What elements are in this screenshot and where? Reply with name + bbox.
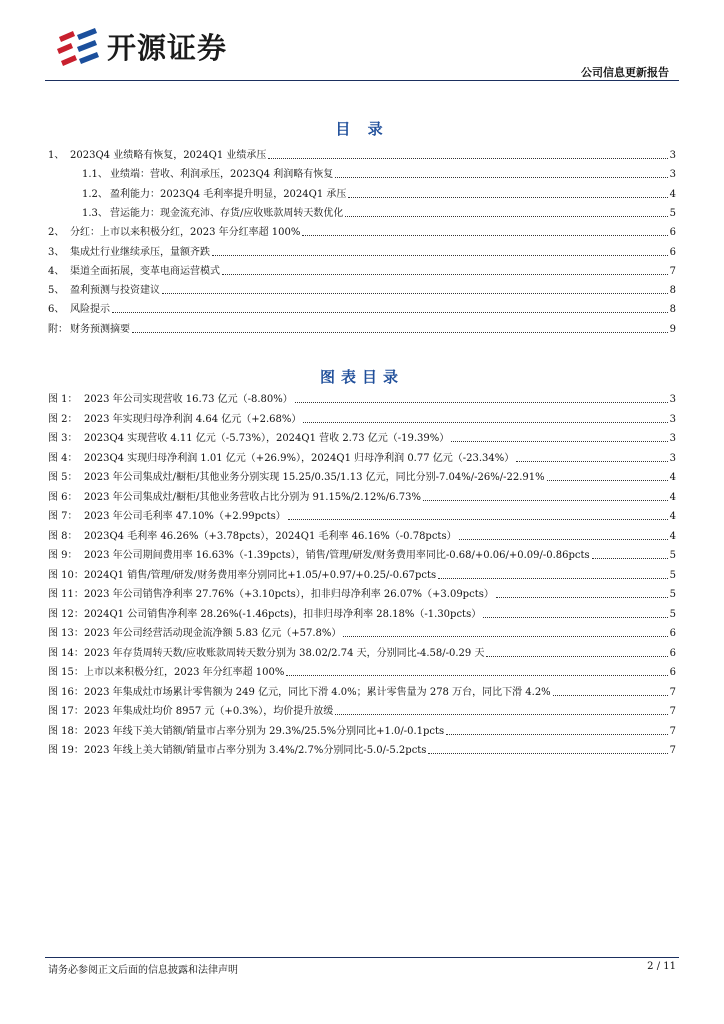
figure-item-label: 图 19： [48,745,84,756]
figure-item[interactable] [48,449,676,465]
figure-item-title: 2023 年集成灶均价 8957 元（+0.3%），均价提升放缓 [84,706,334,717]
figure-item-label: 图 9： [48,550,78,561]
figure-item[interactable] [48,702,676,718]
dot-leader [335,177,667,178]
figure-item[interactable] [48,429,676,445]
figure-item[interactable] [48,722,676,738]
figure-item-page: 5 [669,569,676,581]
figure-item-page: 3 [669,452,676,464]
brand-name: 开源证券 [107,31,228,65]
dot-leader [483,617,667,618]
figure-item[interactable] [48,390,676,406]
figure-item-title: 2023 年集成灶市场累计零售额为 249 亿元，同比下滑 4.0%；累计零售量为 278 万台，同比下滑 4.2% [84,686,551,698]
figure-item-page: 7 [669,686,676,698]
page-number: 2 / 11 [647,961,676,972]
figure-item-label: 图 17： [48,706,84,717]
toc-item-number: 5、 [48,285,65,297]
figure-item[interactable] [48,566,676,582]
dot-leader [303,422,667,423]
dot-leader [553,695,668,696]
toc-item-page: 8 [669,285,676,297]
figure-item-page: 7 [669,706,676,717]
dot-leader [302,235,667,236]
dot-leader [423,500,668,501]
figure-item-page: 5 [669,589,676,600]
toc-item-title: 渠道全面拓展，变革电商运营模式 [70,265,220,277]
dot-leader [486,656,667,657]
figure-item-label: 图 10： [48,569,84,581]
dot-leader [212,255,668,256]
toc-item-number: 1.2、 [82,188,108,200]
dot-leader [547,480,668,481]
toc-item[interactable] [48,243,676,259]
brand-logo [55,26,227,67]
figure-item[interactable] [48,488,676,504]
figure-item-page: 5 [669,608,676,620]
figure-item-label: 图 16： [48,686,84,698]
figure-item-label: 图 5： [48,472,78,483]
toc-item-number: 1.3、 [82,207,108,219]
figure-item-page: 7 [669,725,676,737]
toc-item-page: 8 [669,304,676,316]
figure-item-label: 图 7： [48,511,78,522]
toc-item-page: 3 [669,150,676,161]
figure-item-label: 图 13： [48,628,84,639]
figure-item-title: 2023Q4 实现营收 4.11 亿元（-5.73%），2024Q1 营收 2.73 亿元（-19.39%） [84,433,450,444]
figure-item-page: 6 [669,647,676,659]
figure-item-page: 5 [669,550,676,561]
figure-item-title: 2023Q4 实现归母净利润 1.01 亿元（+26.9%），2024Q1 归母净利润 0.77 亿元（-23.34%） [84,452,515,464]
header-divider [45,80,679,81]
figure-item-page: 6 [669,667,676,678]
toc-item-title: 营运能力：现金流充沛、存货/应收账款周转天数优化 [110,207,344,219]
figure-item-page: 3 [669,433,676,444]
toc-item[interactable] [82,185,676,201]
toc-item[interactable] [48,281,676,297]
figure-item-label: 图 6： [48,491,78,503]
dot-leader [343,636,667,637]
toc-item-page: 7 [669,265,676,277]
figure-item[interactable] [48,683,676,699]
figure-item-label: 图 1： [48,394,78,405]
toc-item-page: 5 [669,207,676,219]
figure-item-title: 2024Q1 公司销售净利率 28.26%(-1.46pcts)，扣非归母净利率 28.18%（-1.30pcts） [84,608,482,620]
figure-item-page: 7 [669,745,676,756]
dot-leader [112,312,668,313]
dot-leader [132,332,668,333]
toc-item-title: 财务预测摘要 [70,323,130,335]
toc-item-number: 1.1、 [82,169,108,181]
toc-item-number: 6、 [48,304,65,316]
figure-item-title: 2023 年公司销售净利率 27.76%（+3.10pcts），扣非归母净利率 26.07%（+3.09pcts） [84,589,494,600]
toc-item-page: 6 [669,227,676,239]
dot-leader [438,578,667,579]
toc-item-title: 盈利预测与投资建议 [70,285,160,297]
toc-heading: 目 录 [335,120,389,138]
figure-item[interactable] [48,663,676,679]
figure-item-page: 4 [669,530,676,542]
figure-item-page: 6 [669,628,676,639]
toc-item-title: 业绩端：营收、利润承压，2023Q4 利润略有恢复 [110,169,334,181]
figure-item[interactable] [48,410,676,426]
dot-leader [268,158,667,159]
dot-leader [496,597,668,598]
dot-leader [348,197,667,198]
figure-item-title: 2023 年公司毛利率 47.10%（+2.99pcts） [84,511,286,522]
toc-item-page: 4 [669,188,676,200]
toc-item[interactable] [82,204,676,220]
figure-item-title: 2023 年公司实现营收 16.73 亿元（-8.80%） [84,394,293,405]
toc-item-title: 风险提示 [70,304,110,316]
figure-item[interactable] [48,644,676,660]
figure-item[interactable] [48,507,676,523]
toc-item[interactable] [48,223,676,239]
report-type: 公司信息更新报告 [581,66,669,79]
figure-item-label: 图 4： [48,452,78,464]
dot-leader [592,558,668,559]
footer-divider [45,957,679,958]
figure-item-label: 图 12： [48,608,84,620]
figure-item-title: 2023 年存货周转天数/应收账款周转天数分别为 38.02/2.74 天，分别同比-4.58/-0.29 天 [84,647,485,659]
figure-item-page: 3 [669,413,676,425]
figure-item[interactable] [48,605,676,621]
toc-item-number: 附： [48,323,68,335]
figure-item-title: 2024Q1 销售/管理/研发/财务费用率分别同比+1.05/+0.97/+0.25/-0.67pcts [84,569,437,581]
dot-leader [222,274,668,275]
toc-item-page: 3 [669,169,676,181]
figure-item-title: 2023 年公司集成灶/橱柜/其他业务营收占比分别为 91.15%/2.12%/6.73% [84,491,421,503]
toc-item[interactable] [48,300,676,316]
toc-item[interactable] [48,146,676,162]
figure-item-label: 图 11： [48,589,84,600]
dot-leader [288,519,668,520]
dot-leader [286,675,667,676]
figure-item-title: 2023 年公司经营活动现金流净额 5.83 亿元（+57.8%） [84,628,342,639]
toc-item-number: 2、 [48,227,65,239]
footer-disclaimer: 请务必参阅正文后面的信息披露和法律声明 [48,965,238,976]
toc-item-number: 3、 [48,246,65,258]
dot-leader [446,734,667,735]
figure-item[interactable] [48,527,676,543]
figure-item-label: 图 3： [48,433,78,444]
toc-item-page: 6 [669,246,676,258]
dot-leader [295,402,668,403]
dot-leader [516,461,667,462]
figure-item[interactable] [48,468,676,484]
toc-item-title: 盈利能力：2023Q4 毛利率提升明显，2024Q1 承压 [110,188,347,200]
figure-item-page: 4 [669,472,676,483]
dot-leader [162,293,668,294]
toc-item-title: 2023Q4 业绩略有恢复，2024Q1 业绩承压 [70,150,267,161]
toc-item[interactable] [82,165,676,181]
figure-item-title: 2023 年线下美大销额/销量市占率分别为 29.3%/25.5%分别同比+1.0/-0.1pcts [84,725,445,737]
dot-leader [335,714,667,715]
figure-item-page: 4 [669,511,676,522]
figure-item-title: 2023 年线上美大销额/销量市占率分别为 3.4%/2.7%分别同比-5.0/-5.2pcts [84,745,427,756]
figure-item-label: 图 15： [48,667,84,678]
toc-item-number: 4、 [48,265,65,277]
figure-item-page: 4 [669,491,676,503]
toc-item[interactable] [48,320,676,336]
toc-item-title: 集成灶行业继续承压，量额齐跌 [70,246,210,258]
toc-item[interactable] [48,262,676,278]
figure-item[interactable] [48,546,676,562]
figure-item[interactable] [48,624,676,640]
figure-item-label: 图 14： [48,647,84,659]
figure-item-label: 图 18： [48,725,84,737]
toc-item-title: 分红：上市以来积极分红，2023 年分红率超 100% [70,227,301,239]
dot-leader [459,539,668,540]
figures-heading: 图表目录 [319,368,404,386]
dot-leader [345,216,667,217]
brand-mark-icon [55,27,101,67]
figure-item-title: 2023 年公司集成灶/橱柜/其他业务分别实现 15.25/0.35/1.13 亿元，同比分别-7.04%/-26%/-22.91% [84,472,545,483]
figure-item[interactable] [48,585,676,601]
figure-item-title: 2023Q4 毛利率 46.26%（+3.78pcts），2024Q1 毛利率 46.16%（-0.78pcts） [84,530,457,542]
toc-item-page: 9 [669,323,676,335]
figure-item-page: 3 [669,394,676,405]
dot-leader [451,441,667,442]
dot-leader [428,753,667,754]
figure-item-label: 图 2： [48,413,78,425]
figure-item-title: 2023 年公司期间费用率 16.63%（-1.39pcts），销售/管理/研发/财务费用率同比-0.68/+0.06/+0.09/-0.86pcts [84,550,590,561]
toc-item-number: 1、 [48,150,65,161]
figure-item[interactable] [48,741,676,757]
figure-item-title: 上市以来积极分红，2023 年分红率超 100% [84,667,285,678]
figure-item-label: 图 8： [48,530,78,542]
figure-item-title: 2023 年实现归母净利润 4.64 亿元（+2.68%） [84,413,302,425]
